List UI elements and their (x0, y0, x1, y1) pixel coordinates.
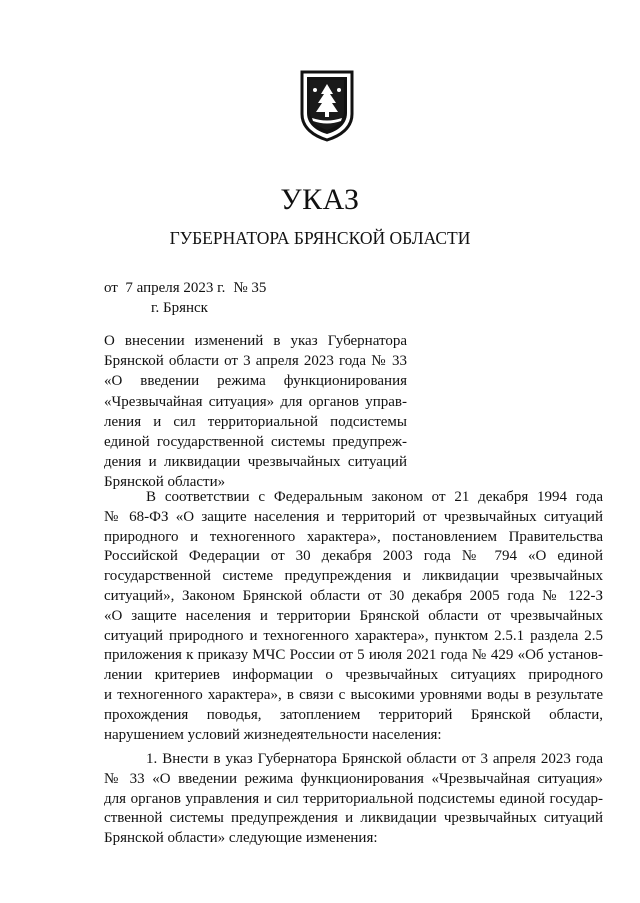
paragraph-line: Российской Федерации от 30 декабря 2003 года № 794 «О единой (104, 548, 603, 565)
paragraph-line: лении критериев информации о чрезвычайных ситуациях природного (104, 667, 603, 684)
paragraph-line: ственной системы предупреждения и ликвидации чрезвычайных ситуаций (104, 810, 603, 827)
paragraph-line: В соответствии с Федеральным законом от 21 декабря 1994 года (146, 489, 603, 505)
paragraph-line: для органов управления и сил территориальной подсистемы единой государ- (104, 790, 603, 807)
document-date-line (104, 278, 266, 298)
topic-line: «Чрезвычайная ситуация» для органов управ- (104, 393, 407, 410)
document-subtitle: ГУБЕРНАТОРА БРЯНСКОЙ ОБЛАСТИ (169, 228, 471, 248)
topic-line: О внесении изменений в указ Губернатора (104, 333, 407, 349)
document-city: г. Брянск (151, 300, 208, 316)
paragraph-line: № 68-ФЗ «О защите населения и территорий от чрезвычайных ситуаций (104, 508, 603, 525)
topic-line: Брянской области» (104, 474, 226, 491)
document-date: от 7 апреля 2023 г. (104, 280, 226, 296)
paragraph-line: Брянской области» следующие изменения: (104, 830, 378, 847)
paragraph-line: ситуаций природного и техногенного характера», пунктом 2.5.1 раздела 2.5 (104, 627, 603, 644)
clause-1-paragraph (104, 750, 603, 849)
paragraph-line: государственной системе предупреждения и ликвидации чрезвычайных (104, 568, 603, 585)
paragraph-line: и техногенного характера», в связи с высокими уровнями воды в результате (104, 686, 603, 703)
document-number: № 35 (233, 280, 267, 296)
paragraph-line: нарушением условий жизнедеятельности населения: (104, 726, 442, 743)
topic-line: ления и сил территориальной подсистемы (104, 413, 407, 430)
paragraph-line: прохождения поводья, затоплением территорий Брянской области, (104, 706, 603, 723)
paragraph-line: 1. Внести в указ Губернатора Брянской области от 3 апреля 2023 года (146, 751, 603, 767)
document-topic (104, 331, 407, 493)
paragraph-line: «О защите населения и территории Брянской области от чрезвычайных (104, 607, 603, 624)
paragraph-line: природного и техногенного характера», постановлением Правительства (104, 528, 603, 545)
bryansk-coat-of-arms-icon (298, 70, 356, 142)
paragraph-line: ситуаций», Законом Брянской области от 30 декабря 2005 года № 122-З (104, 587, 603, 604)
topic-line: единой государственной системы предупреж- (104, 434, 407, 451)
preamble-paragraph (104, 488, 603, 745)
paragraph-line: приложения к приказу МЧС России от 5 июля 2021 года № 429 «Об установ- (104, 647, 603, 664)
topic-line: дения и ликвидации чрезвычайных ситуаций (104, 454, 407, 471)
topic-line: Брянской области от 3 апреля 2023 года № 33 (104, 353, 407, 370)
topic-line: «О введении режима функционирования (104, 373, 407, 390)
paragraph-line: № 33 «О введении режима функционирования «Чрезвычайная ситуация» (104, 770, 603, 787)
document-title: УКАЗ (280, 183, 360, 216)
